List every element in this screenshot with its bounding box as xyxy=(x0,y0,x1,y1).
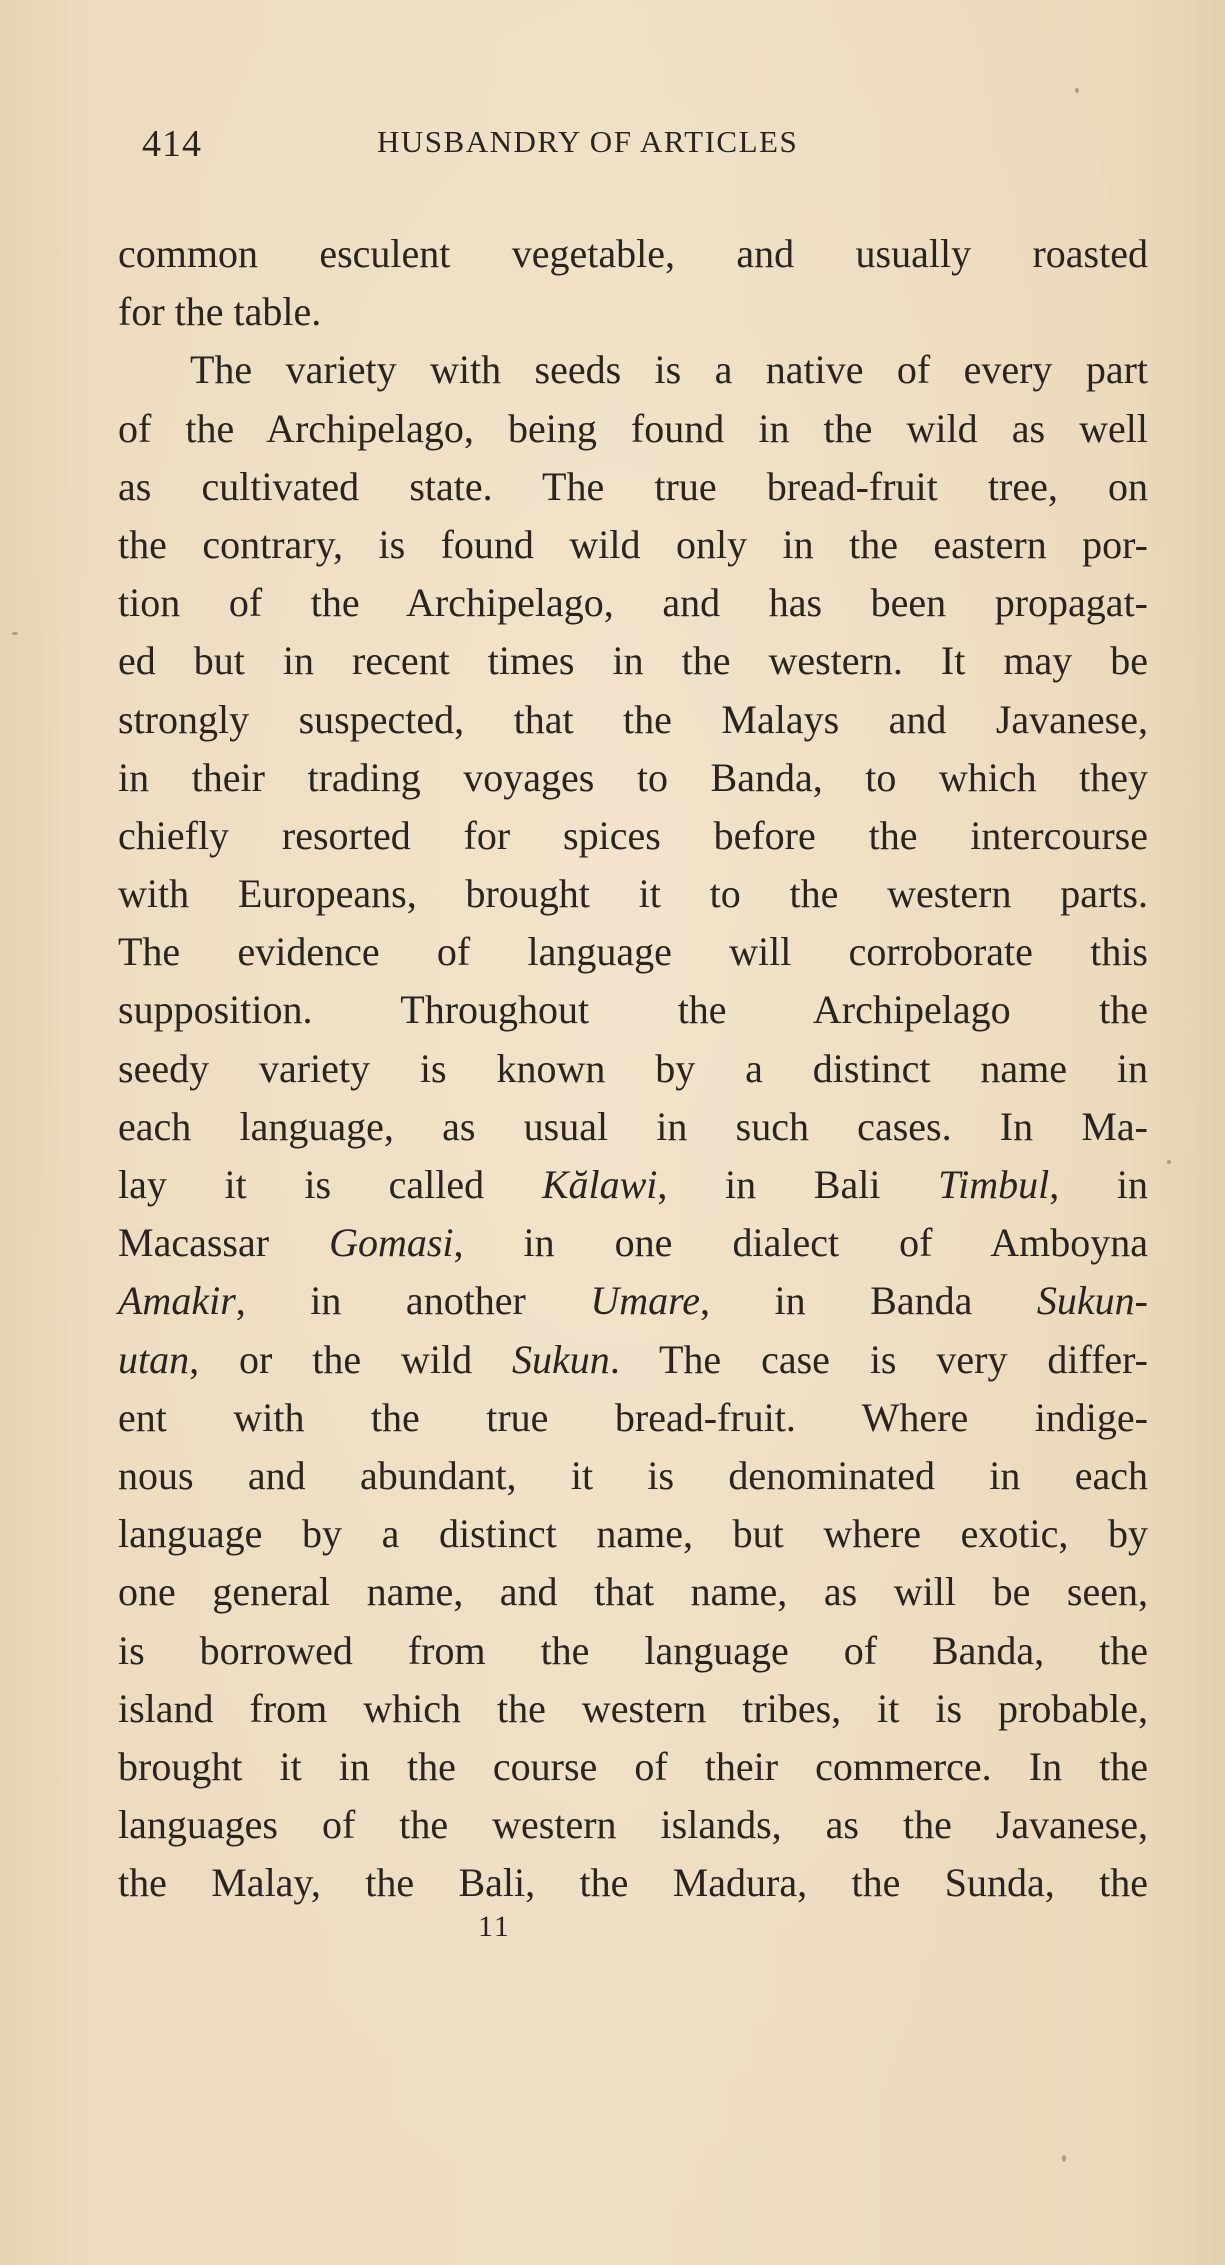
text-line: common esculent vegetable, and usually roasted xyxy=(118,231,1148,276)
text-span: , in Banda xyxy=(700,1278,1037,1324)
text-line: nous and abundant, it is denominated in each xyxy=(118,1452,1148,1498)
text-line xyxy=(118,1214,1148,1272)
text-line: one general name, and that name, as will be seen, xyxy=(118,1569,1148,1615)
italic-word: Kălawi xyxy=(541,1162,658,1207)
paper-speck xyxy=(1167,1160,1171,1164)
text-line: with Europeans, brought it to the western parts. xyxy=(118,871,1148,917)
text-line: ed but in recent times in the western. It may be xyxy=(118,638,1148,684)
text-line: ent with the true bread-fruit. Where indige- xyxy=(118,1394,1148,1440)
italic-word: Umare xyxy=(590,1278,701,1324)
text-line: seedy variety is known by a distinct name in xyxy=(118,1045,1148,1091)
text-span: , in another xyxy=(235,1278,591,1324)
text-line: of the Archipelago, being found in the wild as well xyxy=(118,405,1148,451)
text-line: tion of the Archipelago, and has been propagat- xyxy=(118,580,1148,626)
italic-word: Amakir xyxy=(118,1278,236,1324)
text-line: The evidence of language will corroborate this xyxy=(118,929,1148,975)
italic-word: Timbul xyxy=(938,1162,1050,1207)
italic-word: Gomasi xyxy=(329,1220,454,1266)
text-line: brought it in the course of their commerce. In the xyxy=(118,1743,1148,1789)
text-line xyxy=(118,1272,1148,1330)
text-span: , in Bali xyxy=(657,1162,939,1207)
text-line: chiefly resorted for spices before the intercourse xyxy=(118,812,1148,858)
text-line: is borrowed from the language of Banda, the xyxy=(118,1627,1148,1673)
text-line xyxy=(118,1331,1148,1389)
text-line: the contrary, is found wild only in the eastern por- xyxy=(118,521,1148,567)
paper-speck xyxy=(1062,2155,1066,2162)
text-line: language by a distinct name, but where exotic, by xyxy=(118,1511,1148,1557)
text-line xyxy=(118,1156,1148,1214)
running-head xyxy=(142,122,1132,172)
body-text xyxy=(118,225,1148,1912)
paper-speck xyxy=(12,632,18,635)
text-line: as cultivated state. The true bread-fruit tree, on xyxy=(118,463,1148,509)
text-span: , or the wild xyxy=(189,1336,513,1382)
italic-word: Sukun- xyxy=(1036,1278,1148,1324)
italic-word: Sukun xyxy=(512,1336,610,1382)
text-line: island from which the western tribes, it is probable, xyxy=(118,1685,1148,1731)
text-span: , in xyxy=(1049,1162,1148,1207)
text-line: each language, as usual in such cases. In Ma- xyxy=(118,1103,1148,1149)
text-line: for the table. xyxy=(118,289,322,335)
text-line: The variety with seeds is a native of every part xyxy=(190,347,1148,393)
paper-speck xyxy=(1075,88,1079,93)
text-line: the Malay, the Bali, the Madura, the Sunda, the xyxy=(118,1860,1148,1906)
text-line: in their trading voyages to Banda, to which they xyxy=(118,754,1148,800)
page-number: 414 xyxy=(142,123,202,165)
text-span: . The case is very differ- xyxy=(609,1336,1148,1382)
text-span: , in one dialect of Amboyna xyxy=(453,1220,1148,1266)
signature-mark: 11 xyxy=(478,1910,511,1943)
italic-word: utan xyxy=(118,1336,190,1382)
text-span: Macassar xyxy=(118,1220,330,1266)
text-line: languages of the western islands, as the Javanese, xyxy=(118,1802,1148,1848)
text-line: supposition. Throughout the Archipelago the xyxy=(118,987,1148,1033)
running-title: HUSBANDRY OF ARTICLES xyxy=(377,124,799,159)
text-span: lay it is called xyxy=(118,1162,542,1207)
text-line: strongly suspected, that the Malays and Javanese, xyxy=(118,696,1148,742)
